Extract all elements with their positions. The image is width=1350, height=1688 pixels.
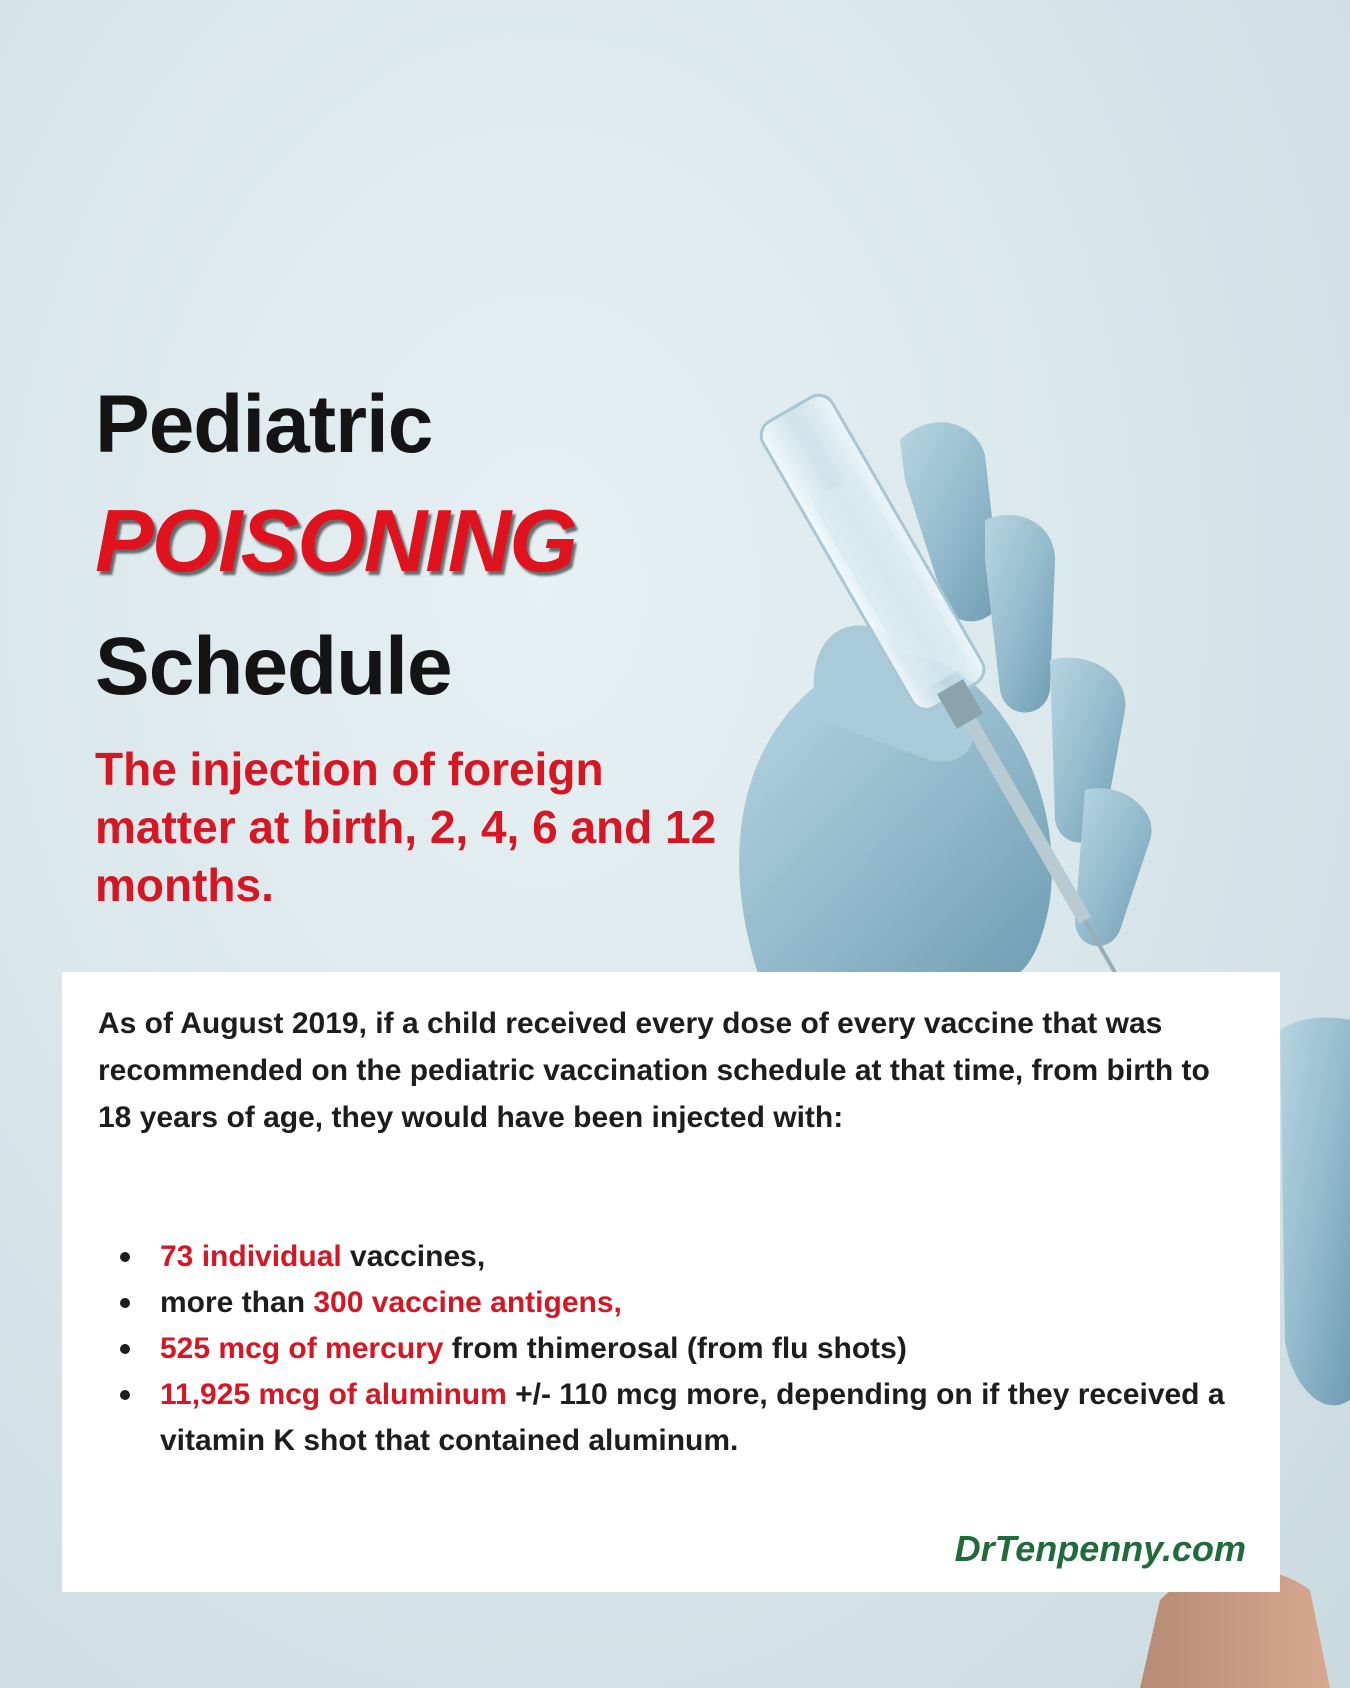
subtitle: The injection of foreign matter at birth, 2, 4, 6 and 12 months.: [95, 743, 717, 911]
item-prefix: more than: [160, 1286, 314, 1319]
bullet-icon: [120, 1298, 130, 1308]
info-card: [62, 972, 1280, 1592]
bullet-icon: [120, 1390, 130, 1400]
list-item: [98, 1280, 1248, 1326]
bullet-icon: [120, 1252, 130, 1262]
list-item: [98, 1372, 1248, 1464]
list-item: [98, 1234, 1248, 1280]
item-rest: +/- 110 mcg more, depending on if they received a vitamin K shot that contained aluminum.: [160, 1378, 1225, 1457]
item-rest: from thimerosal (from flu shots): [443, 1332, 907, 1365]
list-item: [98, 1326, 1248, 1372]
item-rest: vaccines,: [341, 1240, 486, 1273]
item-highlight: 73 individual: [160, 1240, 342, 1273]
bullet-icon: [120, 1344, 130, 1354]
item-highlight: 300 vaccine antigens,: [313, 1286, 622, 1319]
title-line-schedule: Schedule: [95, 621, 452, 712]
title-line-poisoning: POISONING: [95, 491, 576, 590]
intro-paragraph: As of August 2019, if a child received every dose of every vaccine that was recommended on the pediatric vaccination schedule at that time, from birth to 18 years of age, they would have been injected with:: [98, 1007, 1210, 1134]
title-line-pediatric: Pediatric: [95, 379, 433, 470]
website-link[interactable]: DrTenpenny.com: [954, 1528, 1246, 1569]
facts-list: [98, 1234, 1248, 1464]
item-highlight: 525 mcg of mercury: [160, 1332, 444, 1365]
item-highlight: 11,925 mcg of aluminum: [160, 1378, 507, 1411]
